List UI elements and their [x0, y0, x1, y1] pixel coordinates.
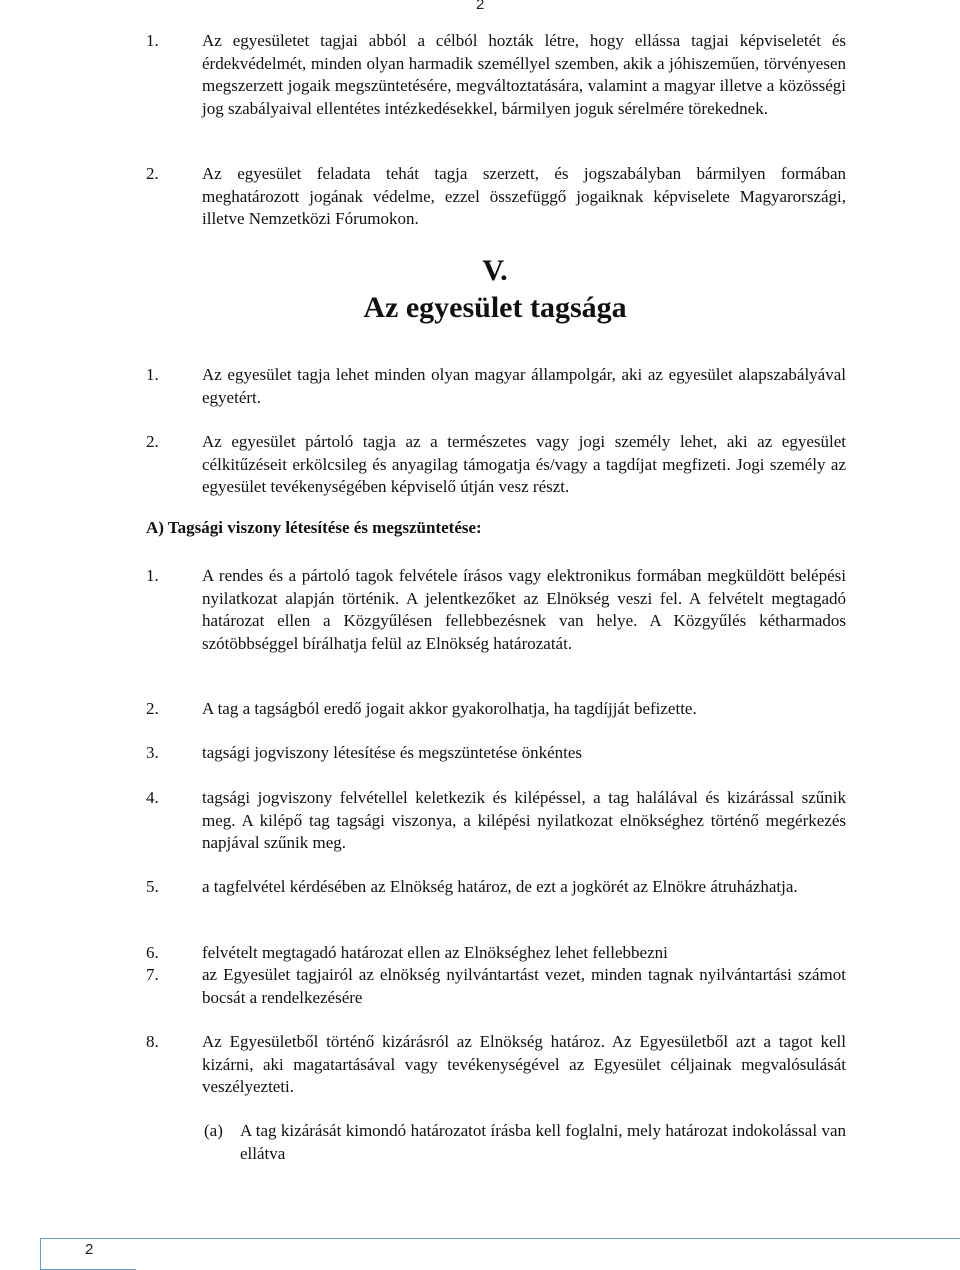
subsection-item-8	[146, 1031, 846, 1099]
item-text: A rendes és a pártoló tagok felvétele írásos vagy elektronikus formában megküldött belépési nyilatkozat alapján történik. A jelentkezőket az Elnökség veszi fel. A felvételt megtagadó határozat ellen a Közgyűlésen fellebbezésnek van helye. A Közgyűlés kétharmados szótöbbséggel bírálhatja felül az Elnökség határozatát.	[202, 566, 846, 653]
item-number: 6.	[146, 943, 159, 962]
item-number: 4.	[146, 788, 159, 807]
item-text: A tag a tagságból eredő jogait akkor gyakorolhatja, ha tagdíjját befizette.	[202, 699, 697, 718]
item-text: A tag kizárását kimondó határozatot írásba kell foglalni, mely határozat indokolással van ellátva	[240, 1121, 846, 1163]
subsection-item-1	[146, 565, 846, 655]
item-text: Az egyesület pártoló tagja az a természetes vagy jogi személy lehet, aki az egyesület célkitűzéseit erkölcsileg és anyagilag támogatja és/vagy a tagdíjat megfizeti. Jogi személy az egyesület tevékenységében képviselő útján vesz részt.	[202, 432, 846, 496]
item-text: Az egyesületet tagjai abból a célból hozták létre, hogy ellássa tagjai képviseletét és érdekvédelmét, minden olyan harmadik személlyel szemben, akik a jóhiszeműen, törvényesen megszerzett jogaik megszüntetésére, megváltoztatására, valamint a magyar illetve a közösségi jog szabályaival ellentétes intézkedésekkel, bármilyen joguk sérelmére törekednek.	[202, 31, 846, 118]
item-text: felvételt megtagadó határozat ellen az Elnökséghez lehet fellebbezni	[202, 943, 668, 962]
item-number: 7.	[146, 965, 159, 984]
item-number: 1.	[146, 566, 159, 585]
footer-divider	[40, 1238, 960, 1239]
item-text: tagsági jogviszony létesítése és megszüntetése önkéntes	[202, 743, 583, 762]
membership-item-2	[146, 431, 846, 499]
item-number: (a)	[204, 1121, 223, 1140]
intro-item-2	[146, 163, 846, 231]
item-text: Az Egyesületből történő kizárásról az Elnökség határoz. Az Egyesületből azt a tagot kell kizárni, aki magatartásával vagy tevékenységével az Egyesület céljainak megvalósulását veszélyezteti.	[202, 1032, 846, 1096]
item-number: 2.	[146, 164, 159, 183]
page-number-footer: 2	[85, 1241, 94, 1258]
subsection-item-6	[146, 942, 846, 965]
item-text: Az egyesület tagja lehet minden olyan magyar állampolgár, aki az egyesület alapszabályával egyetért.	[202, 365, 846, 407]
section-title: Az egyesület tagsága	[363, 291, 627, 324]
item-number: 3.	[146, 743, 159, 762]
item-text: tagsági jogviszony felvétellel keletkezik és kilépéssel, a tag halálával és kizárással szűnik meg. A kilépő tag tagsági viszonya, a kilépési nyilatkozat elnökséghez történő megérkezés napjával szűnik meg.	[202, 788, 846, 852]
item-number: 1.	[146, 365, 159, 384]
item-text: a tagfelvétel kérdésében az Elnökség határoz, de ezt a jogkörét az Elnökre átruházhatja.	[202, 877, 798, 896]
subsection-item-4	[146, 787, 846, 855]
subsection-item-7	[146, 964, 846, 1009]
membership-item-1	[146, 364, 846, 409]
subsection-item-3	[146, 742, 846, 765]
item-text: az Egyesület tagjairól az elnökség nyilvántartást vezet, minden tagnak nyilvántartási számot bocsát a rendelkezésére	[202, 965, 846, 1007]
subsection-title: A) Tagsági viszony létesítése és megszüntetése:	[146, 518, 482, 537]
item-text: Az egyesület feladata tehát tagja szerzett, és jogszabályban bármilyen formában meghatározott jogának védelme, ezzel összefüggő jogaiknak képviselete Magyarországi, illetve Nemzetközi Fórumokon.	[202, 164, 846, 228]
subsection-item-5	[146, 876, 846, 899]
item-number: 2.	[146, 432, 159, 451]
item-number: 5.	[146, 877, 159, 896]
item-number: 8.	[146, 1032, 159, 1051]
page-number-top: 2	[476, 0, 485, 13]
intro-item-1	[146, 30, 846, 120]
sub-sub-item-a	[204, 1120, 846, 1165]
item-number: 1.	[146, 31, 159, 50]
subsection-item-2	[146, 698, 846, 721]
item-number: 2.	[146, 699, 159, 718]
section-number: V.	[482, 254, 508, 287]
